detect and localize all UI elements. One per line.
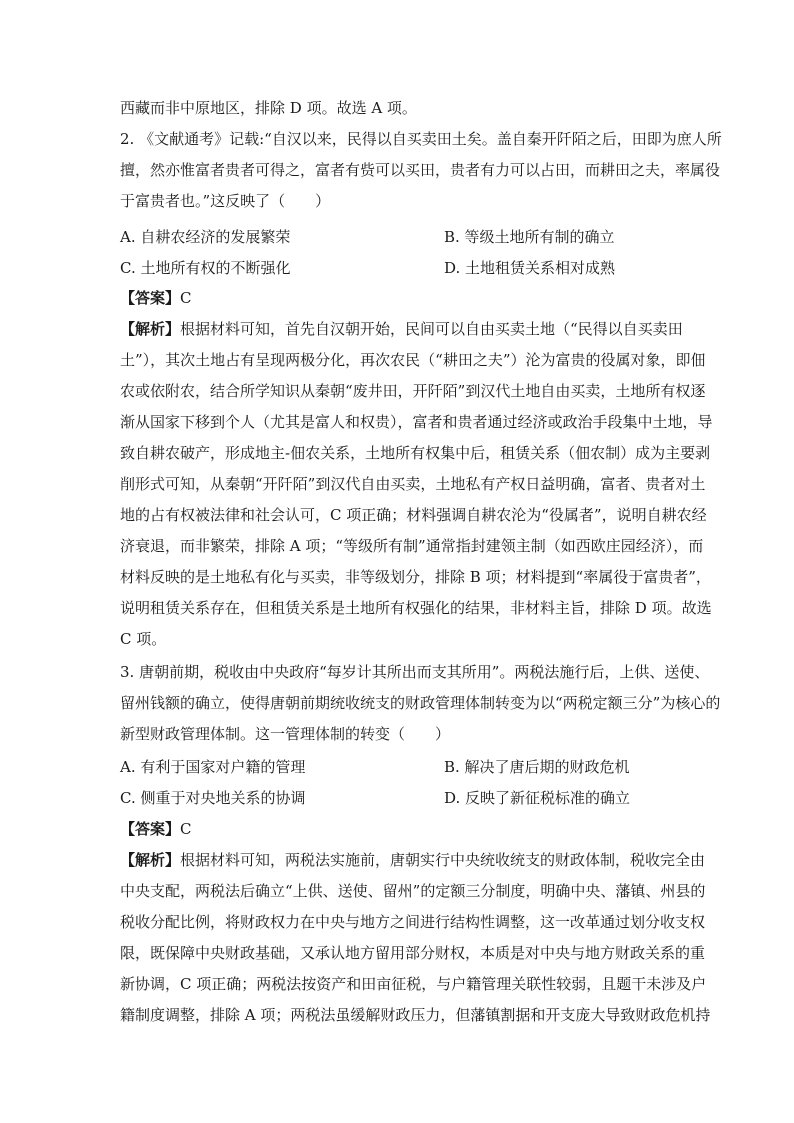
question-3-analysis-line-3: 税收分配比例，将财政权力在中央与地方之间进行结构性调整，这一改革通过划分收支权 bbox=[120, 913, 706, 931]
question-2-stem-line-2: 擅，然亦惟富者贵者可得之，富者有赀可以买田，贵者有力可以占田，而耕田之夫，率属役 bbox=[120, 161, 721, 179]
question-3-analysis-line-2: 中央支配，两税法后确立“上供、送使、留州”的定额三分制度，明确中央、藩镇、州县的 bbox=[120, 882, 706, 900]
question-3-option-c: C. 侧重于对央地关系的协调 bbox=[120, 789, 306, 807]
question-3-analysis-line-5: 新协调，C 项正确；两税法按资产和田亩征税，与户籍管理关联性较弱，且题干未涉及户 bbox=[120, 975, 707, 993]
question-3-stem-line-1: 3. 唐朝前期，税收由中央政府“每岁计其所出而支其所用”。两税法施行后，上供、送使、 bbox=[120, 663, 710, 681]
question-2-analysis-line-4: 渐从国家下移到个人（尤其是富人和权贵），富者和贵者通过经济或政治手段集中土地，导 bbox=[120, 413, 713, 431]
question-3-analysis-line-6: 籍制度调整，排除 A 项；两税法虽缓解财政压力，但藩镇割据和开支庞大导致财政危机持 bbox=[120, 1006, 711, 1024]
question-2-option-d: D. 土地租赁关系相对成熟 bbox=[444, 259, 616, 277]
question-2-option-c: C. 土地所有权的不断强化 bbox=[120, 259, 291, 277]
answer-label: 【答案】 bbox=[120, 289, 181, 307]
analysis-label: 【解析】 bbox=[120, 851, 181, 869]
analysis-text: 根据材料可知，两税法实施前，唐朝实行中央统收统支的财政体制，税收完全由 bbox=[180, 851, 706, 869]
question-2-stem-line-3: 于富贵者也。”这反映了（ ） bbox=[120, 192, 331, 210]
answer-value: C bbox=[180, 289, 192, 307]
question-2-stem-line-1: 2. 《文献通考》记载:“自汉以来，民得以自买卖田土矣。盖自秦开阡陌之后，田即为庶人所 bbox=[120, 130, 722, 148]
question-2-analysis-line-2: 土”），其次土地占有呈现两极分化，再次农民（“耕田之夫”）沦为富贵的役属对象，即佃 bbox=[120, 351, 706, 369]
question-3-analysis-line-4: 限，既保障中央财政基础，又承认地方留用部分财权，本质是对中央与地方财政关系的重 bbox=[120, 944, 706, 962]
question-3-option-d: D. 反映了新征税标准的确立 bbox=[444, 789, 631, 807]
question-3-stem-line-2: 留州钱额的确立，使得唐朝前期统收统支的财政管理体制转变为以“两税定额三分”为核心的 bbox=[120, 694, 721, 712]
answer-label: 【答案】 bbox=[120, 820, 181, 838]
analysis-label: 【解析】 bbox=[120, 320, 181, 338]
text-line: 西藏而非中原地区，排除 D 项。故选 A 项。 bbox=[120, 99, 417, 117]
question-2-option-b: B. 等级土地所有制的确立 bbox=[444, 228, 615, 246]
question-3-stem-line-3: 新型财政管理体制。这一管理体制的转变（ ） bbox=[120, 725, 451, 743]
answer-value: C bbox=[180, 820, 192, 838]
question-2-analysis-line-11: C 项。 bbox=[120, 630, 167, 648]
question-3-analysis-line-1 bbox=[120, 850, 705, 870]
question-2-analysis-line-9: 材料反映的是土地私有化与买卖，非等级划分，排除 B 项；材料提到“率属役于富贵者”， bbox=[120, 568, 711, 586]
question-2-analysis-line-3: 农或依附农，结合所学知识从秦朝“废井田，开阡陌”到汉代土地自由买卖，土地所有权逐 bbox=[120, 382, 706, 400]
question-3-answer bbox=[120, 819, 192, 839]
question-2-analysis-line-1 bbox=[120, 319, 683, 339]
question-2-analysis-line-7: 地的占有权被法律和社会认可，C 项正确；材料强调自耕农沦为“役属者”，说明自耕农经 bbox=[120, 506, 707, 524]
question-3-option-a: A. 有利于国家对户籍的管理 bbox=[120, 758, 306, 776]
question-2-option-a: A. 自耕农经济的发展繁荣 bbox=[120, 228, 291, 246]
question-2-analysis-line-8: 济衰退，而非繁荣，排除 A 项；“等级所有制”通常指封建领主制（如西欧庄园经济），而 bbox=[120, 537, 704, 555]
question-3-option-b: B. 解决了唐后期的财政危机 bbox=[444, 758, 630, 776]
question-2-analysis-line-6: 削形式可知，从秦朝“开阡陌”到汉代自由买卖，土地私有产权日益明确，富者、贵者对土 bbox=[120, 475, 706, 493]
question-2-analysis-line-5: 致自耕农破产，形成地主-佃农关系，土地所有权集中后，租赁关系（佃农制）成为主要剥 bbox=[120, 444, 711, 462]
question-2-answer bbox=[120, 288, 192, 308]
question-2-analysis-line-10: 说明租赁关系存在，但租赁关系是土地所有权强化的结果，非材料主旨，排除 D 项。故选 bbox=[120, 599, 712, 617]
analysis-text: 根据材料可知，首先自汉朝开始，民间可以自由买卖土地（“民得以自买卖田 bbox=[180, 320, 683, 338]
